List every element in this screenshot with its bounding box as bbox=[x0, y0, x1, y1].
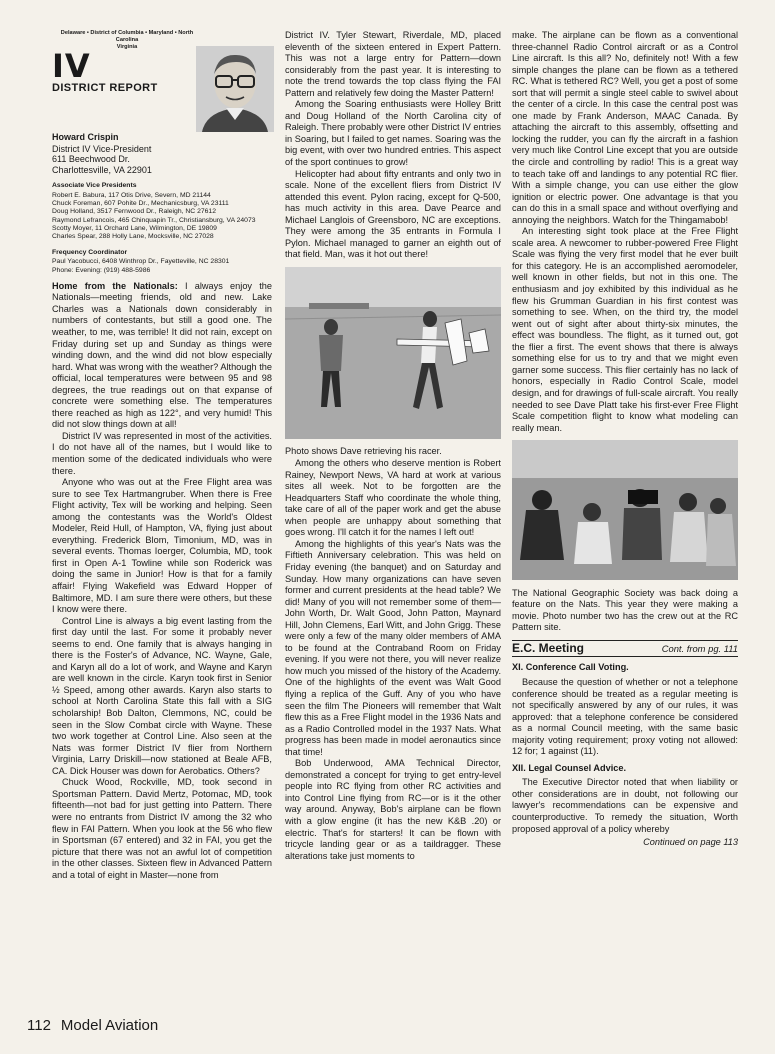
paragraph: Anyone who was out at the Free Flight area was sure to see Tex Hartmangruber. When there is Free Flight activity, Tex will be working and helping. Seen among the contestants was the World's Oldest Modeler, Reid Hull, of Hampton, VA, flying just about everything. Frederick Blom, Timonium, MD, was in several events. Thomas Ioerger, Columbia, MD, took first in Open A-1 Towline while son Roderick was doing the same in Junior! How is that for a family affair! Flying Wakefield was Edward Hopper of Baltimore, MD. I am sure there were others, but these I know were there. bbox=[52, 477, 272, 615]
section-heading: XI. Conference Call Voting. bbox=[512, 662, 629, 673]
assoc-list: Robert E. Babura, 117 Otis Drive, Severn, MD 21144 Chuck Foreman, 607 Pohite Dr., Mechanicsburg, VA 23111 Doug Holland, 3517 Fernwood Dr., Raleigh, NC 27612 Raymond Lefrancois, 465 Chinquapin Tr., Christiansburg, VA 24073 Scotty Moyer, 11 Orchard Lane, Wilmington, DE 19809 Charles Spear, 288 Holly Lane, Mocksville, NC 27028 bbox=[52, 191, 256, 241]
paragraph: Chuck Wood, Rockville, MD, took second in Sportsman Pattern. David Mertz, Potomac, MD, took fifteenth—not bad for just getting into Pattern. There were no entrants from District IV among the 32 who flew in FAI Pattern. When you look at the 56 who flew in Sportsman (67 entered) and 32 in FAI, you get the picture that there was not an awful lot of competition in the other classes. Sixteen flew in Advanced Pattern and a total of eight in Master—none from bbox=[52, 777, 272, 880]
freq-list: Paul Yacobucci, 6408 Winthrop Dr., Fayetteville, NC 28301 Phone: Evening: (919) 488-5986 bbox=[52, 258, 230, 274]
photo-caption: Photo shows Dave retrieving his racer. bbox=[285, 446, 442, 457]
racer-photo bbox=[285, 267, 501, 439]
paragraph: Among the others who deserve mention is Robert Rainey, Newport News, VA hard at work at various sites all week. Not to be forgotten are the Headquarters Staff who coordinate the whole thing, take care of all of the paper work and get the abuse when people are unhappy about something that goes wrong. I'll catch it for the names I left out! bbox=[285, 458, 501, 538]
paragraph: Among the highlights of this year's Nats was the Fiftieth Anniversary celebration. This was held on Friday evening (the banquet) and on Saturday and Sunday. How many organizations can have seven former and current presidents at the head table? We did! Many of you will not remember some of them—John Worth, Dr. Walt Good, John Patton, Maynard Hill, John Clemens, Earl Witt, and John Grigg. These were only a few of the many older members of AMA to be found at the Contraband Room on Friday evening. If you were not there, you will never realize how much you missed of the history of the Academy. One of the highlights of the event was Walt Good flying a replica of the Guff. Any of you who have seen the film The Pioneers will remember that Walt flew this as a Free Flight model in the 1936 Nats and as a Radio Controlled model in the 1937 Nats. What progress has been made in model aeronautics since that time! bbox=[285, 538, 501, 757]
ec-meeting-header bbox=[512, 640, 738, 658]
states-line: Delaware • District of Columbia • Maryland • North Carolina Virginia bbox=[60, 30, 194, 50]
paragraph: Control Line is always a big event lasting from the first day until the last. For some it probably never seems to end. One family that is always hanging in there is the Foster's of Advance, NC. Wayne, Gale, and Karyn all do a lot of work, and Wayne and Karyn are well known in the circle. Karyn took first in Senior ½ Speed, among other awards. Karyn also starts to school at North Carolina State this fall with a SIG scholarship! Bob Dalton, Clemmons, NC, could be seen in the Slow Combat circle with Wayne. These two work together at Control Line. Also seen at the Nats was former District IV flier from Northern Virginia, Larry Driskill—now stationed at Beale AFB, CA. Dick Houser was down for Aerobatics. Others? bbox=[52, 615, 272, 776]
paragraph: District IV. Tyler Stewart, Riverdale, MD, placed eleventh of the sixteen entered in Expert Pattern. This was not a large entry for Pattern—down considerably from the past year. It is interesting to note the trend towards the top class flying the FAI Pattern and relatively few doing the Master Pattern! bbox=[285, 30, 501, 98]
paragraph: An interesting sight took place at the Free Flight scale area. A newcomer to rubber-powered Free Flight Scale was flying the very first model that he ever built for this category. He is an accomplished aeromodeler, well known in other fields, but not in this one. The enthusiasm and joy exhibited by this individual as he flew his Grumman Guardian in his first contest was something to see. When, on the third try, the model went out of sight after about thirty-six minutes, the effect was boundless. The flight, as it turned out, got the flier a first. The event shows that there is always something else for us to try and that we might even garner some success. This flier certainly has no lack of honors, especially in Radio Control Scale, model design, and for drawings of full-scale aircraft. You really needed to see Dave Platt take his first-ever Free Flight Scale competition flight to know what modeling can really mean. bbox=[512, 226, 738, 433]
paragraph: Because the question of whether or not a telephone conference should be treated as a regular meeting is not specifically answered by any of our rules, it was approved: that a telephone conference be considered as a normal Council meeting, with the same basic majority voting requirement; proxy voting not allowed: 12 for; 1 against (11). bbox=[512, 676, 738, 757]
paragraph: The Executive Director noted that when liability or other considerations are in doubt, not following our lawyer's recommendations can be expensive and counterproductive. To remedy the situation, Worth proposed approval of a policy whereby bbox=[512, 777, 738, 834]
page-footer bbox=[27, 1017, 158, 1034]
paragraph: District IV was represented in most of the activities. I do not have all of the names, but I would like to mention some of the dedicated individuals who were there. bbox=[52, 430, 272, 476]
vp-portrait-photo bbox=[196, 46, 274, 132]
paragraph: Among the Soaring enthusiasts were Holley Britt and Doug Holland of the North Carolina city of Raleigh. There probably were other District IV entries in Soaring, but I failed to get names. Soaring was the big event, with over two hundred entries. This aspect of the sport continues to grow! bbox=[285, 99, 501, 168]
assoc-heading: Associate Vice Presidents bbox=[52, 182, 137, 190]
column-3 bbox=[512, 30, 738, 849]
magazine-name: Model Aviation bbox=[60, 1017, 159, 1034]
vp-address: District IV Vice-President 611 Beechwood Dr. Charlottesville, VA 22901 bbox=[52, 143, 152, 175]
district-header bbox=[52, 30, 272, 122]
district-number: IV bbox=[52, 47, 91, 85]
photo-caption: The National Geographic Society was back doing a feature on the Nats. This year they were making a movie. Photo number two has the crew out at the RC Pattern site. bbox=[512, 587, 738, 633]
continued-from: Cont. from pg. 111 bbox=[661, 642, 738, 654]
paragraph: make. The airplane can be flown as a conventional three-channel Radio Control aircraft or as a Control Line aircraft. Is this all? No, definitely not! With a few simple changes the plane can be flown as a tethered RC. What is tethered RC? Well, you get a post of some sort that will permit a single steel cable to swivel about the center of a circle. In this case the central post was one made by Frank Anderson, MAAC Canada. By attaching the aircraft to this assembly, offsetting and locking the rudder, you can fly the aircraft in a fashion very much like Control Line except that you are outside the circle and controlling by radio! This is a great way to teach take off and landings to any potential RC flier. With a simple change, you can use either the glow ignition or electric power. One advantage is that you can do this in a small space and without overflying and annoying the neighbors. Watch for the Thingamabob! bbox=[512, 30, 738, 225]
column-1 bbox=[52, 30, 272, 881]
page-number: 112 bbox=[27, 1017, 51, 1034]
film-crew-photo bbox=[512, 440, 738, 580]
vp-name: Howard Crispin bbox=[52, 132, 119, 142]
paragraph: Helicopter had about fifty entrants and only two in scale. None of the excellent fliers from District IV attended this event. Pylon racing, except for Q-500, has much activity in this area. Dave Pearce and Michael Langlois of Greensboro, NC are exceptions. They were among the 35 entrants in Formula I Pylon. Michael managed to garner an eighth out of that field. Man, was it hot out there! bbox=[285, 168, 501, 260]
freq-heading: Frequency Coordinator bbox=[52, 248, 128, 256]
lead-in: Home from the Nationals: bbox=[52, 280, 178, 291]
report-title: DISTRICT REPORT bbox=[52, 82, 158, 94]
ec-meeting-title: E.C. Meeting bbox=[512, 640, 585, 655]
section-heading: XII. Legal Counsel Advice. bbox=[512, 762, 627, 773]
column-2 bbox=[285, 30, 501, 862]
paragraph: Bob Underwood, AMA Technical Director, demonstrated a concept for trying to get entry-level people into RC flying from other RC activities and into Control Line flying from RC—or is it the other way around. Anyway, Bob's airplane can be flown with a glow engine (it has the new K&B .20) or electric. That's for starters! It can be flown with tricycle landing gear or as a taildragger. These alterations take just moments to bbox=[285, 758, 501, 861]
paragraph: Home from the Nationals: I always enjoy the Nationals—meeting friends, old and new. Lake Charles was a Nationals down considerably in numbers of contestants, but still a good one. The weather, to me, was terrible! It did not rain, except on Friday during set up and Sunday as things were winding down, and the wind did not blow especially hard. What was wrong with the weather? Although the official, local temperatures were between 95 and 98 degrees, the true readings out on that expanse of concrete were something else. The temperatures there reached as high as 122°, and very humid! This did not slow things down at all! bbox=[52, 280, 273, 430]
continued-on: Continued on page 113 bbox=[643, 837, 738, 848]
